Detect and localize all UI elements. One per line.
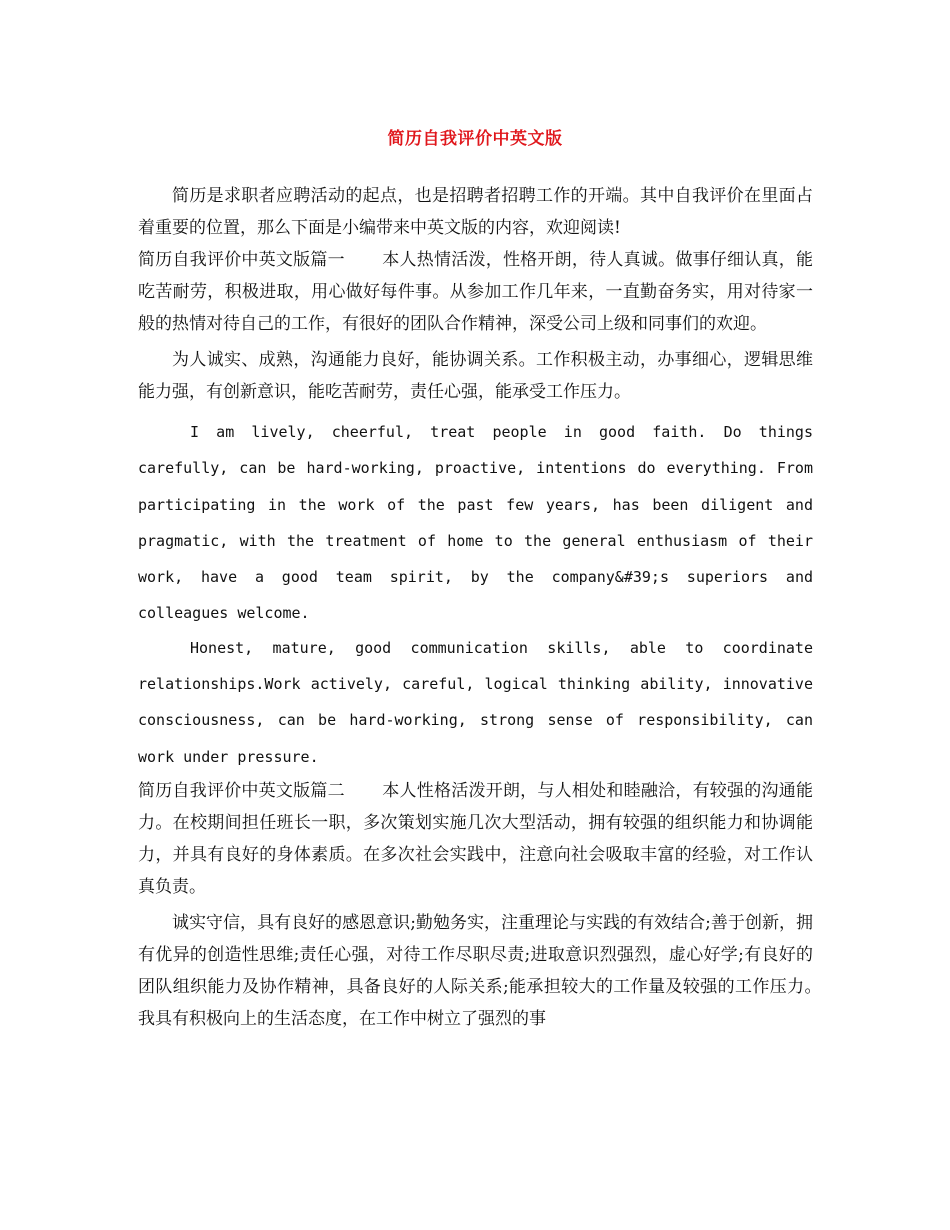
section-two-paragraph [138, 775, 813, 903]
section-one-text: 本人热情活泼，性格开朗，待人真诚。做事仔细认真，能吃苦耐劳，积极进取，用心做好每件事。从参加工作几年来，一直勤奋务实，用对待家一般的热情对待自己的工作，有很好的团队合作精神，深受公司上级和同事们的欢迎。 [138, 250, 814, 334]
section-one-paragraph [138, 244, 813, 340]
document-title: 简历自我评价中英文版 [387, 129, 563, 149]
intro-paragraph: 简历是求职者应聘活动的起点，也是招聘者招聘工作的开端。其中自我评价在里面占着重要的位置，那么下面是小编带来中英文版的内容，欢迎阅读! [138, 186, 813, 238]
section-one-heading: 简历自我评价中英文版篇一 [138, 250, 345, 270]
chinese-paragraph-integrity: 诚实守信，具有良好的感恩意识;勤勉务实，注重理论与实践的有效结合;善于创新，拥有优异的创造性思维;责任心强，对待工作尽职尽责;进取意识烈强烈，虚心好学;有良好的团队组织能力及协作精神，具备良好的人际关系;能承担较大的工作量及较强的工作压力。 我具有积极向上的生活态度，在工作中树立了强烈的事 [138, 912, 830, 1029]
section-two-text: 本人性格活泼开朗，与人相处和睦融洽，有较强的沟通能力。在校期间担任班长一职，多次策划实施几次大型活动，拥有较强的组织能力和协调能力，并具有良好的身体素质。在多次社会实践中，注意向社会吸取丰富的经验，对工作认真负责。 [138, 780, 814, 897]
section-two-heading: 简历自我评价中英文版篇二 [138, 780, 345, 801]
english-paragraph-honest: Honest, mature, good communication skills, able to coordinate relationships.Work actively, careful, logical thinking ability, innovative consciousness, can be hard-working, strong sense of responsibility, can work under pressure. [138, 638, 813, 766]
document-body [138, 180, 830, 1035]
chinese-paragraph-honest: 为人诚实、成熟，沟通能力良好，能协调关系。工作积极主动，办事细心，逻辑思维能力强，有创新意识，能吃苦耐劳，责任心强，能承受工作压力。 [138, 350, 813, 402]
english-paragraph-lively: I am lively, cheerful, treat people in good faith. Do things carefully, can be hard-working, proactive, intentions do everything. From participating in the work of the past few years, has been diligent and pragmatic, with the treatment of home to the general enthusiasm of their work, have a good team spirit, by the company&#39;s superiors and colleagues welcome. [138, 423, 813, 623]
